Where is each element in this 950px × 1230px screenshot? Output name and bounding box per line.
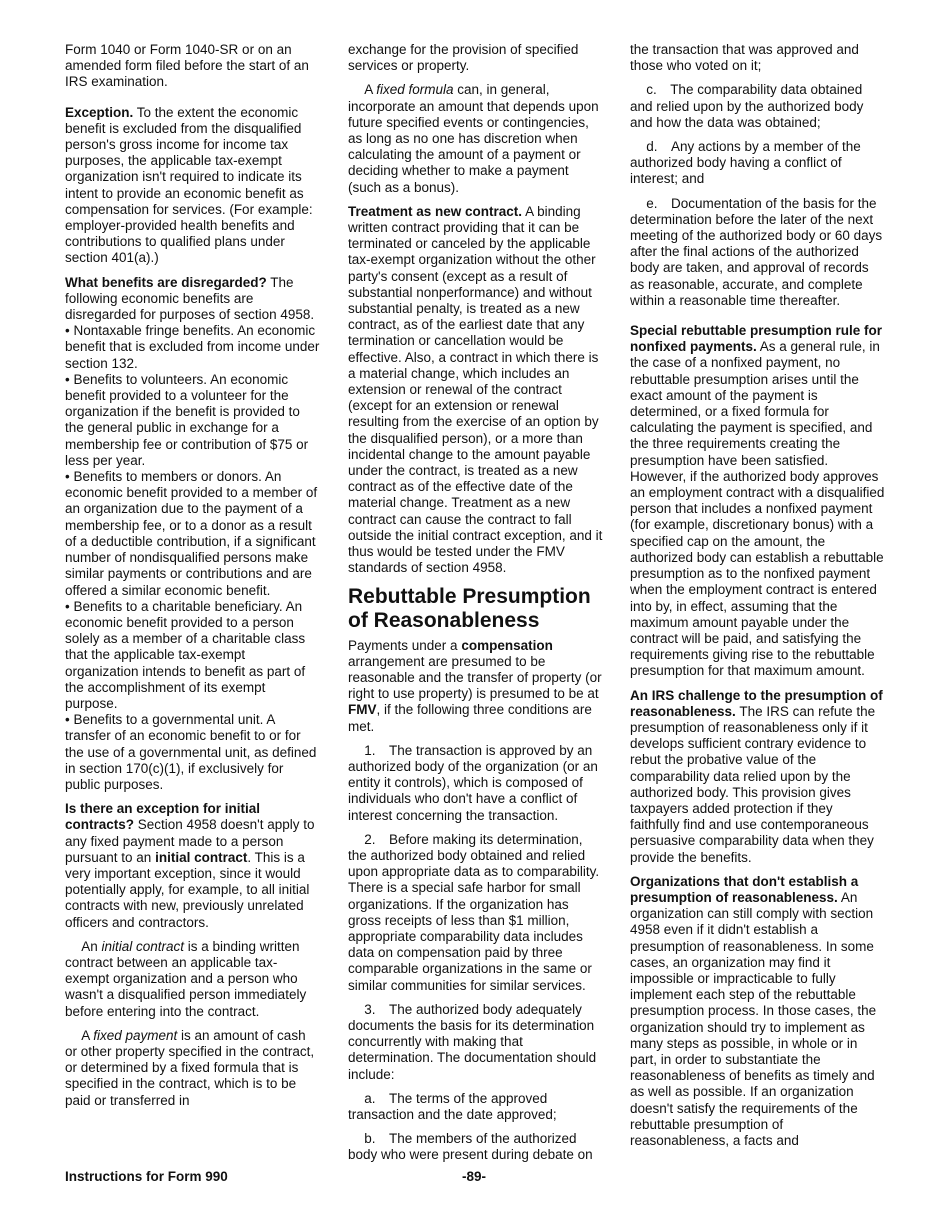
bullet-icon: • (65, 371, 74, 387)
paragraph-text: can, in general, incorporate an amount that depends upon future specified events or contingencies, as long as no one has discretion when calculating the amount of a payment or deciding whether to make a payment (such as a bonus). (348, 82, 599, 195)
paragraph-text: arrangement are presumed to be reasonable and the transfer of property (or right to use property) is presumed to be at (348, 653, 602, 702)
bullet-text: Nontaxable fringe benefits. An economic benefit that is excluded from income under section 132. (65, 323, 320, 371)
paragraph-text: . This is a very important exception, since it would potentially apply, for example, to all initial contracts with new, previously unrelated officers and contractors. (65, 849, 310, 930)
column-2 (348, 42, 603, 1172)
bullet-item (65, 372, 320, 469)
lettered-item: a. The terms of the approved transaction and the date approved; (348, 1090, 557, 1122)
new-contract-paragraph (348, 204, 603, 577)
bullet-text: Benefits to a charitable beneficiary. An economic benefit provided to a person solely as a member of a charitable class that the applicable tax-exempt organization intends to benefit as part of the accomplishment of its exempt purpose. (65, 598, 306, 711)
paragraph-text: An organization can still comply with section 4958 even if it didn't establish a presumption of reasonableness. In some cases, an organization may find it impossible or impracticable to fully implement each step of the rebuttable presumption process. In those cases, the organization should try to implement as many steps as possible, in whole or in part, in order to substantiate the reasonableness of benefits as timely and as well as possible. If an organization doesn't satisfy the requirements of the rebuttable presumption of reasonableness, a facts and (630, 889, 877, 1148)
paragraph: the transaction that was approved and those who voted on it; (630, 42, 859, 74)
run-in-heading: Organizations that don't establish a presumption of reasonableness. (630, 873, 859, 905)
bullet-item (65, 469, 320, 599)
defined-term: fixed payment (93, 1027, 178, 1043)
paragraph-text: A binding written contract providing that it can be terminated or canceled by the applicable tax-exempt organization without the other party's consent (except as a result of substantial nonperformance) and without substantial penalty, is treated as a new contract, as of the earliest date that any termination or cancellation would be effective. Also, a contract in which there is a material change, which includes an extension or renewal of the contract (except for an extension or renewal resulting from the exercise of an option by the disqualified person), or a more than incidental change to the amount payable under the contract, is treated as a new contract as of the effective date of the material change. Treatment as a new contract can cause the contract to fall outside the initial contract exception, and it thus would be tested under the FMV standards of section 4958. (348, 203, 603, 576)
bold-term: compensation (461, 637, 553, 653)
lettered-item: c. The comparability data obtained and relied upon by the authorized body and how the data was obtained; (630, 82, 864, 130)
defined-term: fixed formula (376, 82, 454, 98)
paragraph-text: Payments under a (348, 637, 462, 653)
bullet-item (65, 599, 320, 712)
paragraph-text: An (81, 938, 102, 954)
lettered-item: e. Documentation of the basis for the determination before the later of the next meeting of the authorized body or 60 days after the final actions of the authorized body are taken, and approval of records as reasonable, accurate, and complete within a reasonable time thereafter. (630, 195, 883, 308)
paragraph-text: Section 4958 doesn't apply to any fixed payment made to a person pursuant to an (65, 817, 315, 865)
initial-contract-paragraph (65, 801, 320, 931)
run-in-heading: Special rebuttable presumption rule for nonfixed payments. (630, 323, 883, 355)
run-in-heading: Is there an exception for initial contracts? (65, 801, 261, 833)
lettered-item: b. The members of the authorized body who were present during debate on (348, 1131, 593, 1163)
definition-paragraph (65, 939, 320, 1020)
exception-paragraph (65, 105, 320, 267)
run-in-heading: An IRS challenge to the presumption of reasonableness. (630, 687, 883, 719)
definition-paragraph (348, 82, 603, 195)
numbered-item: 3. The authorized body adequately documents the basis for its determination concurrently with making that determination. The documentation should include: (348, 1001, 597, 1082)
bullet-icon: • (65, 323, 74, 339)
column-3 (630, 42, 885, 1157)
disregarded-paragraph (65, 275, 320, 324)
footer-form-title: Instructions for Form 990 (65, 1169, 228, 1184)
run-in-heading: Treatment as new contract. (348, 203, 523, 219)
bullet-icon: • (65, 598, 74, 614)
numbered-item: 2. Before making its determination, the authorized body obtained and relied upon appropriate data as to comparability. There is a special safe harbor for small organizations. If the organization has gross receipts of less than $1 million, appropriate comparability data includes data on compensation paid by three comparable organizations in the same or similar communities for similar services. (348, 831, 600, 993)
bullet-text: Benefits to members or donors. An economic benefit provided to a member of an organization due to the payment of a membership fee, or to a donor as a result of a deductible contribution, if a significant number of nondisqualified persons make similar payments or contributions and are offered a similar economic benefit. (65, 469, 318, 598)
paragraph-text: , if the following three conditions are met. (348, 702, 592, 734)
numbered-item: 1. The transaction is approved by an authorized body of the organization (or an entity it controls), which is composed of individuals who don't have a conflict of interest concerning the transaction. (348, 742, 598, 823)
paragraph-text: A (364, 82, 377, 98)
paragraph-text: A (81, 1027, 94, 1043)
intro-paragraph (348, 638, 603, 735)
lettered-item: d. Any actions by a member of the authorized body having a conflict of interest; and (630, 139, 861, 187)
no-presumption-paragraph (630, 874, 885, 1149)
special-rule-paragraph (630, 323, 885, 679)
bullet-item (65, 323, 320, 372)
definition-paragraph (65, 1028, 320, 1109)
bullet-text: Benefits to a governmental unit. A transfer of an economic benefit to or for the use of a governmental unit, as defined in section 170(c)(1), if exclusively for public purposes. (65, 712, 317, 792)
defined-term: initial contract (101, 938, 184, 954)
bullet-item (65, 712, 320, 793)
column-1 (65, 42, 320, 1117)
bold-term: initial contract (155, 849, 248, 865)
bold-term: FMV (348, 702, 377, 718)
bullet-icon: • (65, 712, 74, 728)
bullet-text: Benefits to volunteers. An economic benefit provided to a volunteer for the organization if the benefit is provided to the general public in exchange for a membership fee or contribution of $75 or less per year. (65, 371, 309, 468)
paragraph: exchange for the provision of specified services or property. (348, 42, 579, 74)
paragraph-text: The IRS can refute the presumption of reasonableness only if it develops sufficient contrary evidence to rebut the probative value of the comparability data relied upon by the authorized body. This provision gives taxpayers added protection if they faithfully find and use contemporaneous persuasive comparability data when they provide the benefits. (630, 703, 876, 865)
irs-challenge-paragraph (630, 688, 885, 866)
run-in-heading: Exception. (65, 104, 134, 120)
paragraph-text: To the extent the economic benefit is excluded from the disqualified person's gross income for income tax purposes, the applicable tax-exempt organization isn't required to indicate its intent to provide an economic benefit as compensation for services. (For example: employer-provided health benefits and contributions to qualified plans under section 401(a).) (65, 104, 313, 266)
bullet-icon: • (65, 469, 74, 485)
paragraph: Form 1040 or Form 1040-SR or on an amended form filed before the start of an IRS examination. (65, 42, 309, 90)
paragraph-text: is an amount of cash or other property specified in the contract, or determined by a fixed formula that is specified in the contract, which is to be paid or transferred in (65, 1027, 315, 1108)
section-heading: Rebuttable Presumption of Reasonableness (348, 584, 591, 632)
paragraph-text: As a general rule, in the case of a nonfixed payment, no rebuttable presumption arises until the exact amount of the payment is determined, or a fixed formula for calculating the payment is specified, and the three requirements creating the presumption have been satisfied. However, if the authorized body approves an employment contract with a disqualified person that includes a nonfixed payment (for example, discretionary bonus) with a specified cap on the amount, the authorized body can establish a rebuttable presumption as to the nonfixed payment when the employment contract is entered into by, in effect, assuming that the maximum amount payable under the contract will be paid, and satisfying the requirements giving rise to the rebuttable presumption for that maximum amount. (630, 339, 885, 679)
run-in-heading: What benefits are disregarded? (65, 274, 267, 290)
footer-page-number: -89- (462, 1169, 487, 1184)
paragraph-text: is a binding written contract between an applicable tax-exempt organization and a person who wasn't a disqualified person immediately before entering into the contract. (65, 938, 307, 1019)
paragraph-text: The following economic benefits are disregarded for purposes of section 4958. (65, 274, 315, 323)
